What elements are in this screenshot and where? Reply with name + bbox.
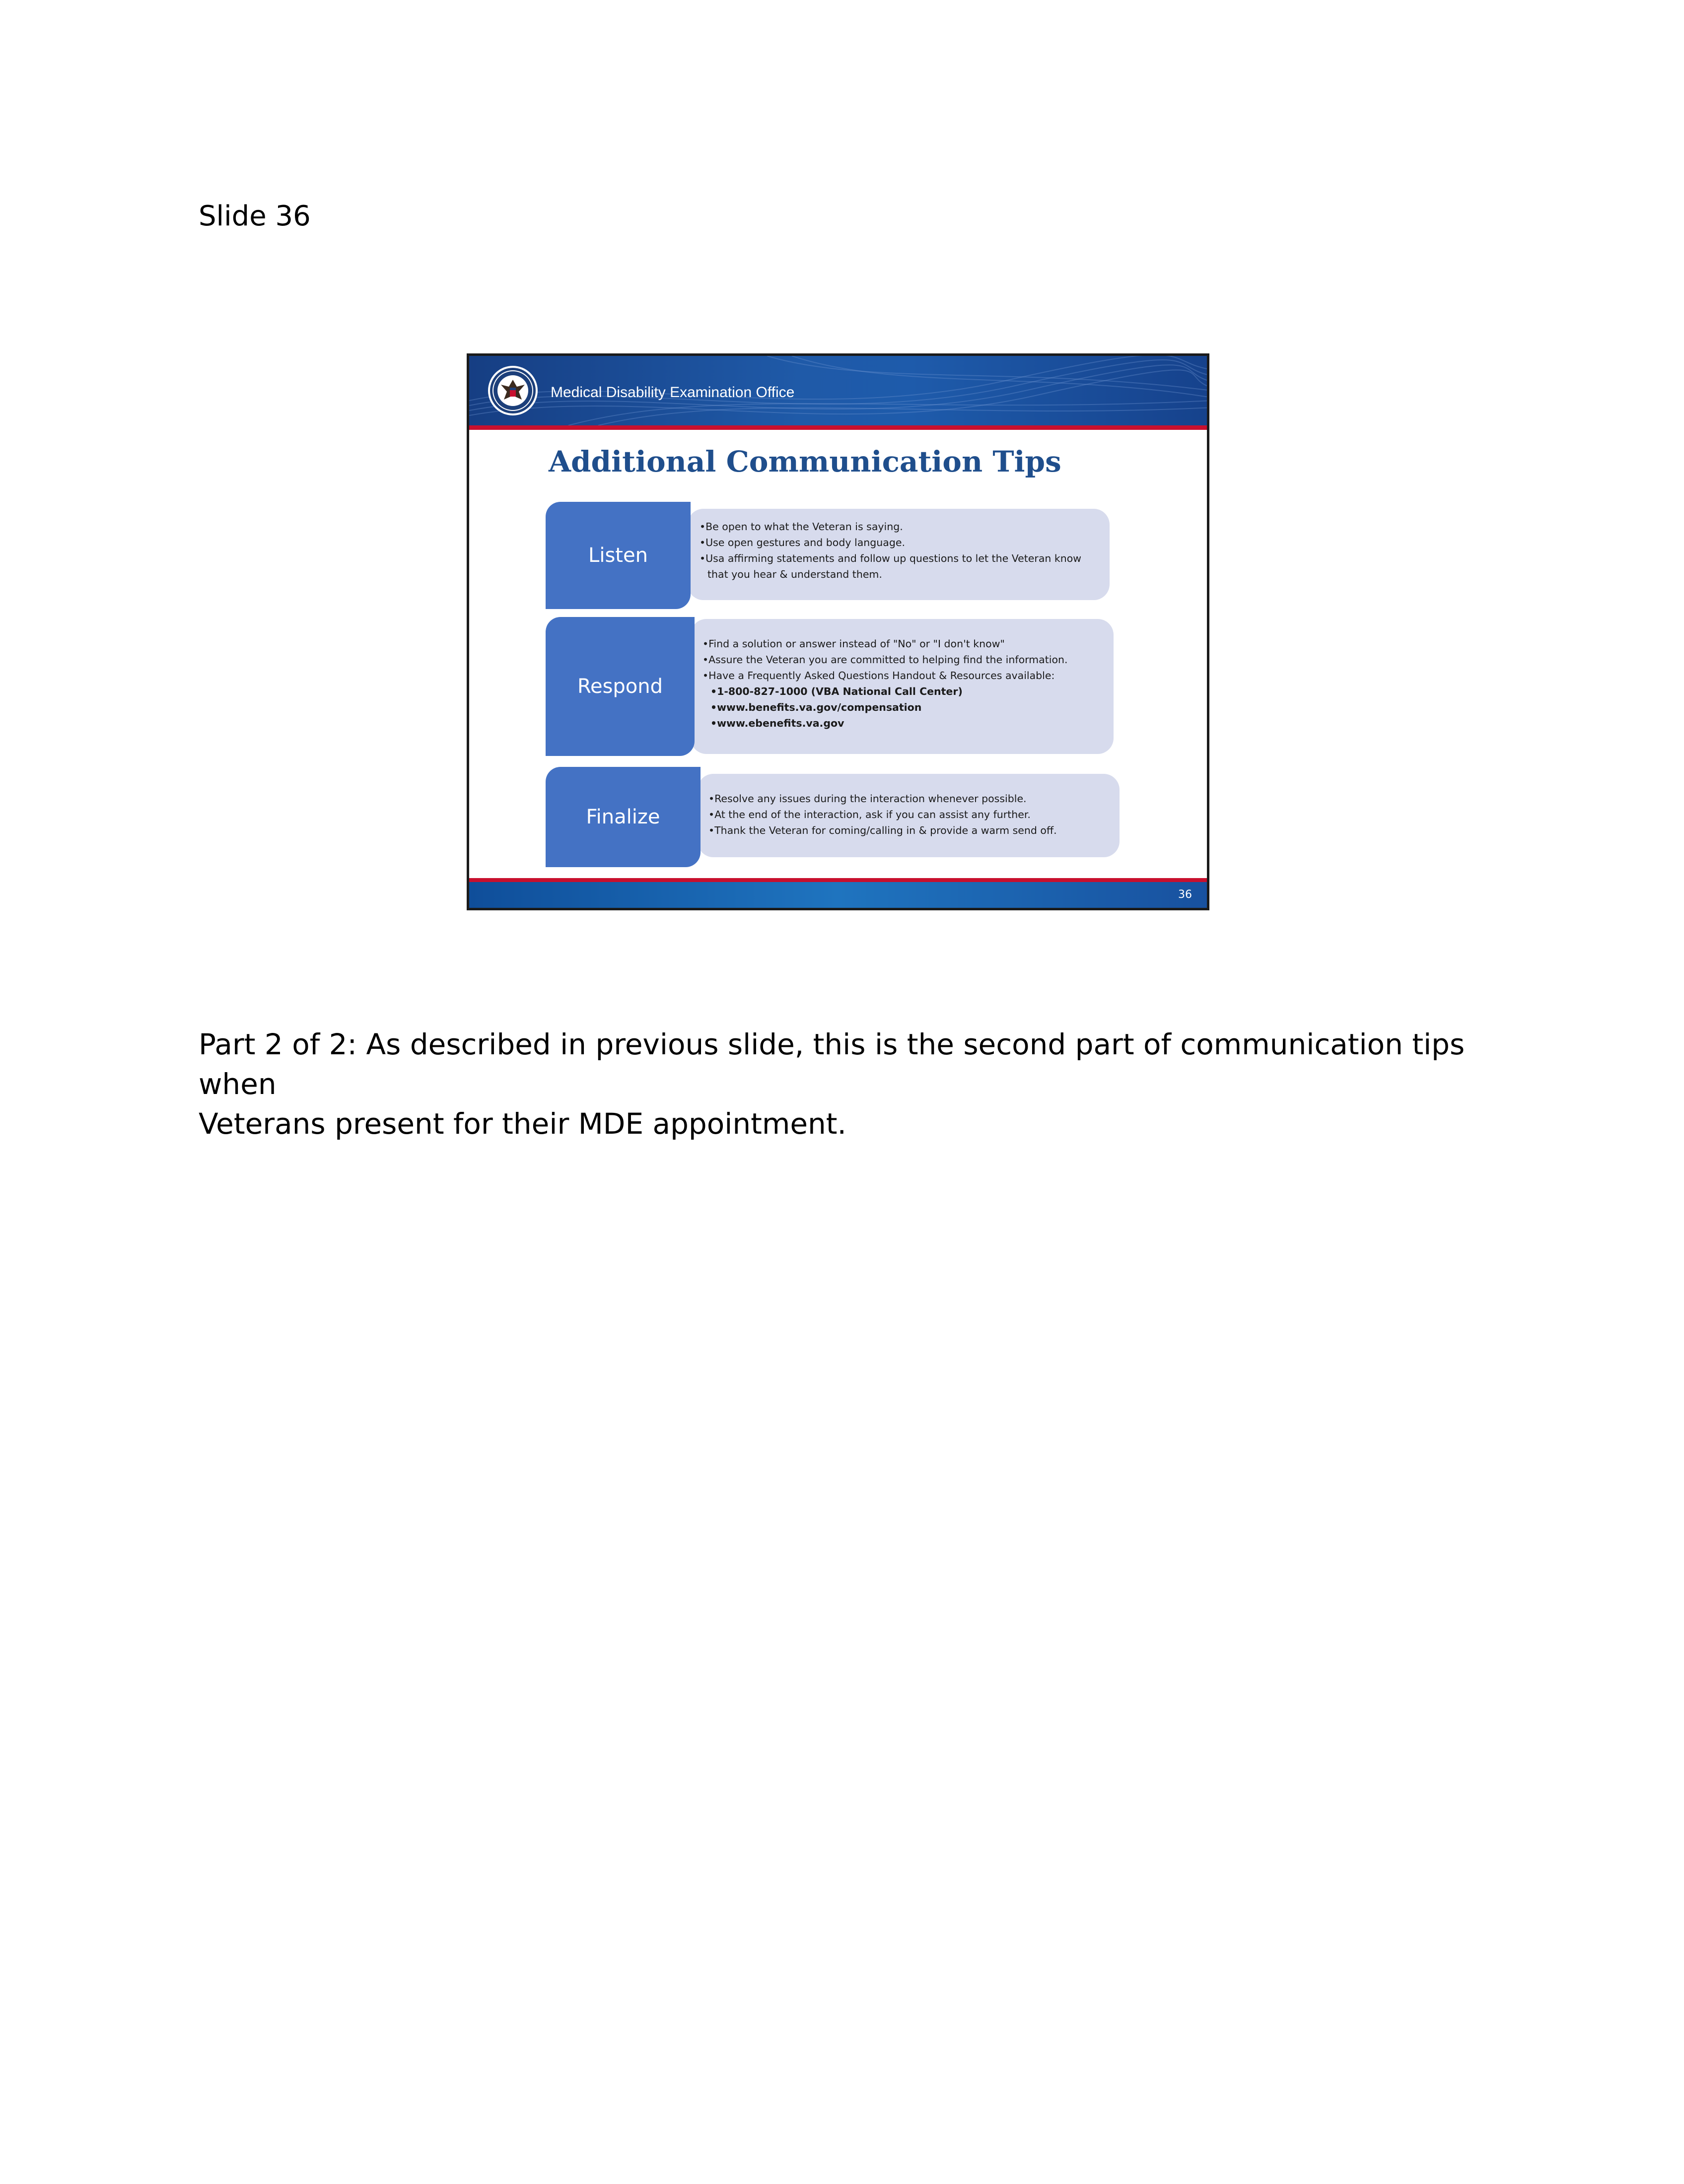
respond-bullets	[702, 636, 1068, 731]
header-red-stripe	[469, 425, 1207, 430]
slide-title: Additional Communication Tips	[549, 445, 1061, 478]
listen-label: Listen	[588, 544, 648, 567]
slide-heading: Slide 36	[199, 200, 311, 232]
slide-header-banner	[469, 356, 1207, 425]
listen-bullets	[700, 519, 1081, 582]
list-item: •Assure the Veteran you are committed to helping find the information.	[702, 654, 1068, 666]
slide-thumbnail	[467, 353, 1209, 910]
list-item: •Use open gestures and body language.	[700, 537, 905, 548]
list-item: that you hear & understand them.	[707, 568, 882, 580]
finalize-label-box	[546, 767, 701, 867]
list-item: •www.ebenefits.va.gov	[710, 717, 844, 729]
list-item: •www.benefits.va.gov/compensation	[710, 701, 922, 713]
respond-label-box	[546, 617, 695, 756]
list-item: •Resolve any issues during the interaction whenever possible.	[708, 793, 1027, 805]
finalize-bullets	[708, 791, 1057, 838]
list-item: •1-800-827-1000 (VBA National Call Center)	[710, 685, 963, 697]
slide-footer-bar	[469, 882, 1207, 908]
list-item: •Usa affirming statements and follow up questions to let the Veteran know	[700, 552, 1082, 564]
slide-number: 36	[1178, 888, 1192, 901]
finalize-label: Finalize	[586, 806, 660, 828]
organization-name: Medical Disability Examination Office	[551, 384, 795, 401]
notes-line: Veterans present for their MDE appointment.	[199, 1107, 846, 1141]
list-item: •Thank the Veteran for coming/calling in & provide a warm send off.	[708, 824, 1057, 836]
list-item: •Be open to what the Veteran is saying.	[700, 521, 903, 533]
list-item: •Have a Frequently Asked Questions Handout & Resources available:	[702, 670, 1055, 682]
listen-label-box	[546, 502, 691, 609]
footer-red-stripe	[469, 878, 1207, 882]
list-item: •At the end of the interaction, ask if you can assist any further.	[708, 809, 1031, 820]
respond-label: Respond	[577, 675, 663, 698]
va-seal-icon	[487, 365, 539, 416]
list-item: •Find a solution or answer instead of "No" or "I don't know"	[702, 638, 1005, 650]
speaker-notes	[199, 1024, 1489, 1144]
notes-line: Part 2 of 2: As described in previous slide, this is the second part of communication tips when	[199, 1027, 1465, 1101]
